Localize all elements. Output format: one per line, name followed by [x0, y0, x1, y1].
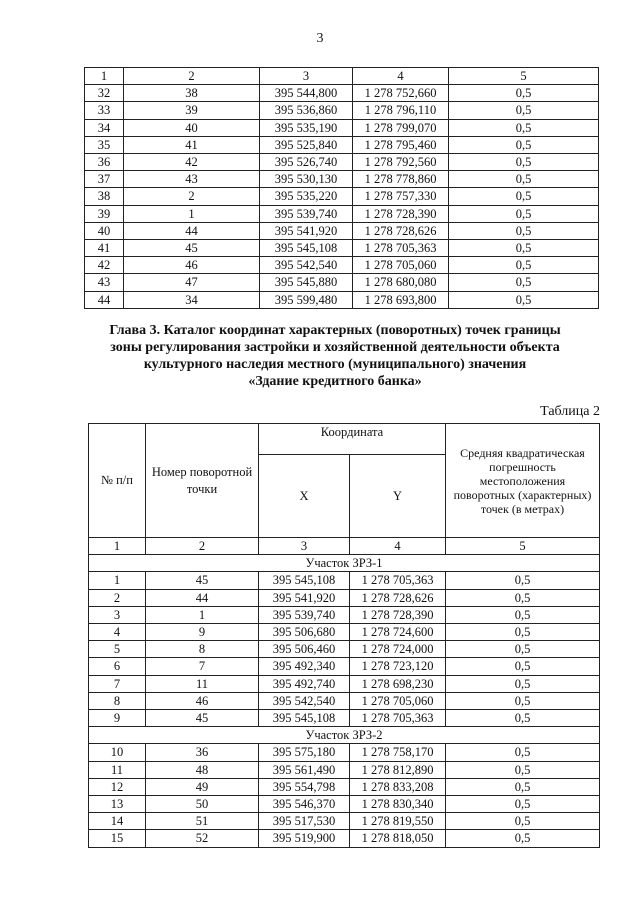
table-cell: 34	[85, 119, 124, 136]
table-cell: 1 278 757,330	[353, 188, 449, 205]
table-cell: 0,5	[446, 813, 600, 830]
table-cell: 0,5	[449, 257, 599, 274]
table-cell: 48	[146, 761, 259, 778]
table-cell: 395 546,370	[259, 796, 350, 813]
table-cell: 1 278 752,660	[353, 85, 449, 102]
table-cell: 15	[89, 830, 146, 847]
table-cell: 0,5	[449, 205, 599, 222]
chapter-title-line: «Здание кредитного банка»	[248, 374, 422, 389]
table-cell: 395 561,490	[259, 761, 350, 778]
table-cell: 8	[146, 641, 259, 658]
table-cell: 1 278 705,363	[350, 710, 446, 727]
table-cell: 1 278 728,390	[353, 205, 449, 222]
table-cell: 14	[89, 813, 146, 830]
table-cell: 395 492,340	[259, 658, 350, 675]
table-cell: 46	[124, 257, 260, 274]
table-cell: 1	[124, 205, 260, 222]
table-cell: 45	[124, 240, 260, 257]
table-cell: 3	[89, 606, 146, 623]
table-cell: 1 278 705,363	[350, 572, 446, 589]
table-row	[85, 119, 599, 136]
table-cell: 0,5	[446, 675, 600, 692]
table-cell: 0,5	[446, 796, 600, 813]
table-row	[89, 624, 600, 641]
table-cell: 1 278 812,890	[350, 761, 446, 778]
table-row	[85, 291, 599, 308]
table-row	[85, 240, 599, 257]
table-cell: 1 278 724,600	[350, 624, 446, 641]
table-cell: 1 278 833,208	[350, 778, 446, 795]
table-cell: 4	[89, 624, 146, 641]
table-cell: 42	[85, 257, 124, 274]
section-row	[89, 727, 600, 744]
table-cell: 0,5	[446, 589, 600, 606]
table-row	[89, 761, 600, 778]
table-cell: 39	[85, 205, 124, 222]
table-cell: 1	[89, 538, 146, 555]
table-row	[89, 796, 600, 813]
table-cell: 0,5	[446, 572, 600, 589]
table-row	[89, 830, 600, 847]
table-cell: 395 506,460	[259, 641, 350, 658]
table-cell: 0,5	[446, 744, 600, 761]
table-cell: 41	[85, 240, 124, 257]
section-title: Участок ЗРЗ-2	[89, 727, 600, 744]
table-cell: 0,5	[449, 85, 599, 102]
table-row	[85, 222, 599, 239]
table-cell: 1 278 728,626	[353, 222, 449, 239]
table-cell: 5	[89, 641, 146, 658]
coordinates-table-2	[88, 423, 600, 848]
table-cell: 38	[124, 85, 260, 102]
header-x: X	[259, 455, 350, 538]
table-cell: 1	[89, 572, 146, 589]
table-row	[85, 154, 599, 171]
table-cell: 395 542,540	[260, 257, 353, 274]
table-cell: 4	[350, 538, 446, 555]
table-row	[89, 572, 600, 589]
table-cell: 395 535,190	[260, 119, 353, 136]
table-cell: 44	[124, 222, 260, 239]
table-cell: 1 278 796,110	[353, 102, 449, 119]
table-cell: 7	[89, 675, 146, 692]
table-row	[89, 606, 600, 623]
table-cell: 8	[89, 692, 146, 709]
table-cell: 51	[146, 813, 259, 830]
table-cell: 0,5	[449, 188, 599, 205]
table-cell: 36	[85, 154, 124, 171]
table-cell: 0,5	[446, 778, 600, 795]
table-cell: 395 525,840	[260, 136, 353, 153]
table-cell: 49	[146, 778, 259, 795]
table-cell: 42	[124, 154, 260, 171]
table-cell: 6	[89, 658, 146, 675]
table-cell: 4	[353, 68, 449, 85]
header-error: Средняя квадратическая погрешность местоположения поворотных (характерных) точек (в метрах)	[446, 424, 600, 538]
table-cell: 2	[124, 188, 260, 205]
table-cell: 0,5	[449, 102, 599, 119]
table-cell: 0,5	[446, 692, 600, 709]
table-cell: 0,5	[449, 274, 599, 291]
table-cell: 46	[146, 692, 259, 709]
table-cell: 9	[89, 710, 146, 727]
table-cell: 1 278 728,390	[350, 606, 446, 623]
table-cell: 0,5	[449, 154, 599, 171]
table-cell: 13	[89, 796, 146, 813]
table-cell: 45	[146, 572, 259, 589]
chapter-title-line: зоны регулирования застройки и хозяйственной деятельности объекта	[110, 340, 560, 355]
table-cell: 395 517,530	[259, 813, 350, 830]
section-row	[89, 555, 600, 572]
table-cell: 0,5	[446, 710, 600, 727]
table-cell: 395 535,220	[260, 188, 353, 205]
table-cell: 44	[85, 291, 124, 308]
chapter-title-line: Глава 3. Каталог координат характерных (поворотных) точек границы	[109, 323, 561, 338]
table-row	[85, 205, 599, 222]
table-cell: 395 554,798	[259, 778, 350, 795]
table-cell: 7	[146, 658, 259, 675]
table-cell: 395 545,108	[259, 710, 350, 727]
table-cell: 39	[124, 102, 260, 119]
table-row	[85, 274, 599, 291]
table-cell: 0,5	[446, 641, 600, 658]
table-cell: 0,5	[446, 606, 600, 623]
table-cell: 395 536,860	[260, 102, 353, 119]
table-cell: 1 278 792,560	[353, 154, 449, 171]
table-cell: 0,5	[446, 658, 600, 675]
table-cell: 395 492,740	[259, 675, 350, 692]
table-cell: 5	[449, 68, 599, 85]
table-cell: 0,5	[446, 761, 600, 778]
table-cell: 1 278 723,120	[350, 658, 446, 675]
table-row	[85, 102, 599, 119]
table-cell: 1 278 705,060	[350, 692, 446, 709]
table-cell: 11	[89, 761, 146, 778]
table-cell: 40	[85, 222, 124, 239]
table-row	[89, 692, 600, 709]
table-row	[85, 85, 599, 102]
table-cell: 1 278 795,460	[353, 136, 449, 153]
table-row	[85, 171, 599, 188]
table-cell: 0,5	[449, 291, 599, 308]
table-cell: 1 278 705,060	[353, 257, 449, 274]
table-row	[85, 257, 599, 274]
table-row	[85, 188, 599, 205]
table-cell: 395 506,680	[259, 624, 350, 641]
chapter-title	[70, 322, 600, 390]
table-cell: 45	[146, 710, 259, 727]
table-label: Таблица 2	[540, 404, 600, 419]
table-row	[89, 675, 600, 692]
table-row	[89, 589, 600, 606]
page-number: 3	[316, 31, 324, 46]
table-cell: 11	[146, 675, 259, 692]
table-cell: 2	[146, 538, 259, 555]
table-cell: 395 575,180	[259, 744, 350, 761]
section-title: Участок ЗРЗ-1	[89, 555, 600, 572]
table-cell: 12	[89, 778, 146, 795]
table-cell: 395 526,740	[260, 154, 353, 171]
table-cell: 36	[146, 744, 259, 761]
table-cell: 0,5	[449, 119, 599, 136]
table-cell: 40	[124, 119, 260, 136]
table-cell: 395 544,800	[260, 85, 353, 102]
table-row	[89, 710, 600, 727]
table-cell: 0,5	[449, 240, 599, 257]
table-cell: 38	[85, 188, 124, 205]
header-coordinate: Координата	[259, 424, 446, 455]
table-cell: 395 530,130	[260, 171, 353, 188]
table-cell: 33	[85, 102, 124, 119]
table-row	[89, 778, 600, 795]
table-cell: 395 519,900	[259, 830, 350, 847]
table-cell: 35	[85, 136, 124, 153]
table-cell: 0,5	[446, 624, 600, 641]
table-cell: 32	[85, 85, 124, 102]
table-cell: 1 278 830,340	[350, 796, 446, 813]
table-cell: 1 278 799,070	[353, 119, 449, 136]
table-cell: 395 539,740	[259, 606, 350, 623]
table-cell: 0,5	[449, 136, 599, 153]
table-cell: 2	[89, 589, 146, 606]
table-cell: 2	[124, 68, 260, 85]
header-y: Y	[350, 455, 446, 538]
header-num: № п/п	[89, 424, 146, 538]
coordinates-table-continued	[84, 67, 599, 309]
header-point: Номер поворотной точки	[146, 424, 259, 538]
table-cell: 37	[85, 171, 124, 188]
table-cell: 1 278 680,080	[353, 274, 449, 291]
table-cell: 47	[124, 274, 260, 291]
table-cell: 1 278 693,800	[353, 291, 449, 308]
table-cell: 395 541,920	[260, 222, 353, 239]
table-cell: 1 278 819,550	[350, 813, 446, 830]
table-cell: 44	[146, 589, 259, 606]
table-row	[89, 658, 600, 675]
table-cell: 10	[89, 744, 146, 761]
table-cell: 1 278 698,230	[350, 675, 446, 692]
table-row	[89, 641, 600, 658]
table-cell: 1 278 724,000	[350, 641, 446, 658]
table-row	[85, 136, 599, 153]
table-cell: 395 542,540	[259, 692, 350, 709]
table-cell: 3	[259, 538, 350, 555]
table-cell: 5	[446, 538, 600, 555]
table-cell: 1 278 778,860	[353, 171, 449, 188]
table-cell: 52	[146, 830, 259, 847]
table-row	[89, 744, 600, 761]
table-cell: 395 539,740	[260, 205, 353, 222]
table-cell: 1 278 728,626	[350, 589, 446, 606]
table-cell: 395 545,108	[260, 240, 353, 257]
table-cell: 0,5	[449, 171, 599, 188]
table-row	[89, 813, 600, 830]
table-cell: 1 278 705,363	[353, 240, 449, 257]
table-cell: 1 278 818,050	[350, 830, 446, 847]
table-cell: 0,5	[446, 830, 600, 847]
table-row	[85, 68, 599, 85]
table-cell: 43	[124, 171, 260, 188]
table-cell: 0,5	[449, 222, 599, 239]
chapter-title-line: культурного наследия местного (муниципального) значения	[143, 357, 527, 372]
table-cell: 41	[124, 136, 260, 153]
table-cell: 1 278 758,170	[350, 744, 446, 761]
table-cell: 395 545,880	[260, 274, 353, 291]
table-cell: 43	[85, 274, 124, 291]
table-row	[89, 538, 600, 555]
table-cell: 1	[85, 68, 124, 85]
table-cell: 395 599,480	[260, 291, 353, 308]
table-cell: 34	[124, 291, 260, 308]
table-cell: 395 541,920	[259, 589, 350, 606]
table-cell: 9	[146, 624, 259, 641]
table-cell: 395 545,108	[259, 572, 350, 589]
table-cell: 3	[260, 68, 353, 85]
table-cell: 1	[146, 606, 259, 623]
table-cell: 50	[146, 796, 259, 813]
